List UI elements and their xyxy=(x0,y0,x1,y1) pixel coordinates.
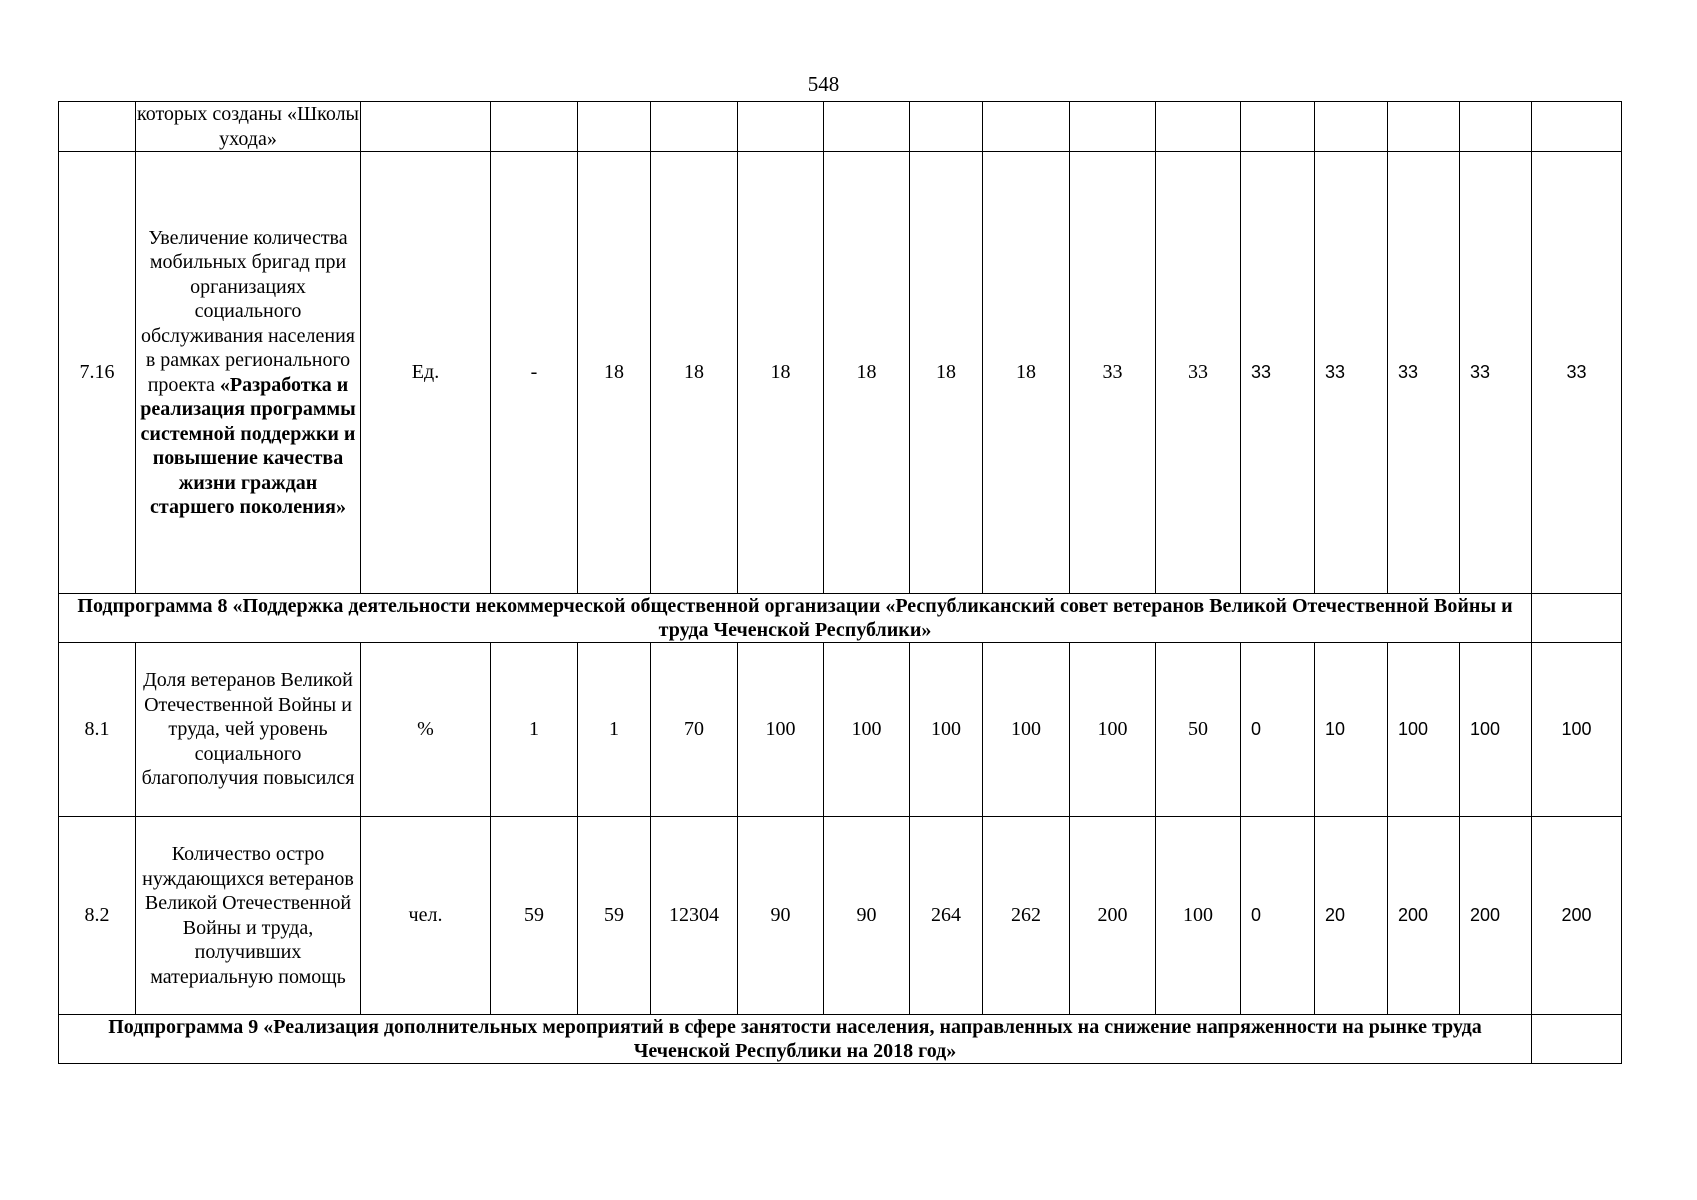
value-cell: 90 xyxy=(824,817,910,1015)
value-cell: 200 xyxy=(1070,817,1156,1015)
value-cell: 33 xyxy=(1315,152,1388,594)
indicator-name-cell: Количество остро нуждающихся ветеранов Великой Отечественной Войны и труда, получивших материальную помощь xyxy=(136,817,361,1015)
table-row xyxy=(59,102,1622,152)
value-cell: 1 xyxy=(491,643,578,817)
value-cell: 200 xyxy=(1388,817,1460,1015)
value-cell: 12304 xyxy=(651,817,738,1015)
value-cell: 200 xyxy=(1532,817,1622,1015)
value-cell: 200 xyxy=(1460,817,1532,1015)
value-cell: 18 xyxy=(983,152,1070,594)
value-cell: 18 xyxy=(738,152,824,594)
value-cell: 100 xyxy=(738,643,824,817)
value-cell: - xyxy=(491,152,578,594)
value-cell: 10 xyxy=(1315,643,1388,817)
value-cell: 90 xyxy=(738,817,824,1015)
value-cell: 1 xyxy=(578,643,651,817)
value-cell: 18 xyxy=(578,152,651,594)
value-cell: 100 xyxy=(983,643,1070,817)
value-cell: 70 xyxy=(651,643,738,817)
value-cell: 33 xyxy=(1460,152,1532,594)
value-cell: 33 xyxy=(1241,152,1315,594)
value-cell: 0 xyxy=(1241,643,1315,817)
table-row xyxy=(59,817,1622,1015)
value-cell: 100 xyxy=(1532,643,1622,817)
value-cell: 33 xyxy=(1156,152,1241,594)
value-cell: 100 xyxy=(1388,643,1460,817)
indicator-name-cell: Доля ветеранов Великой Отечественной Войны и труда, чей уровень социального благополучия повысился xyxy=(136,643,361,817)
indicator-name-cell: которых созданы «Школы ухода» xyxy=(137,103,359,150)
unit-cell: Ед. xyxy=(361,152,491,594)
indicator-name-text: Увеличение количества мобильных бригад при организациях социального обслуживания населения в рамках регионального проекта xyxy=(141,226,355,396)
value-cell: 59 xyxy=(578,817,651,1015)
value-cell: 50 xyxy=(1156,643,1241,817)
value-cell: 100 xyxy=(1460,643,1532,817)
value-cell: 264 xyxy=(910,817,983,1015)
indicator-name-cell xyxy=(136,152,361,594)
indicators-table xyxy=(58,101,1622,1064)
table-row xyxy=(59,152,1622,594)
unit-cell: чел. xyxy=(361,817,491,1015)
subprogram-9-title: Подпрограмма 9 «Реализация дополнительных мероприятий в сфере занятости населения, направленных на снижение напряженности на рынке труда Чеченской Республики на 2018 год» xyxy=(59,1015,1532,1064)
value-cell: 100 xyxy=(824,643,910,817)
value-cell: 100 xyxy=(1070,643,1156,817)
section-header-row xyxy=(59,1015,1622,1064)
value-cell: 33 xyxy=(1070,152,1156,594)
indicator-name-project: «Разработка и реализация программы системной поддержки и повышение качества жизни граждан старшего поколения» xyxy=(140,373,356,518)
value-cell: 18 xyxy=(651,152,738,594)
value-cell: 33 xyxy=(1388,152,1460,594)
value-cell: 59 xyxy=(491,817,578,1015)
value-cell: 20 xyxy=(1315,817,1388,1015)
row-number-cell: 8.1 xyxy=(59,643,136,817)
table-row xyxy=(59,643,1622,817)
section-header-row xyxy=(59,594,1622,643)
unit-cell: % xyxy=(361,643,491,817)
subprogram-8-title: Подпрограмма 8 «Поддержка деятельности некоммерческой общественной организации «Республиканский совет ветеранов Великой Отечественной Войны и труда Чеченской Республики» xyxy=(59,594,1532,643)
page-number: 548 xyxy=(807,72,840,96)
value-cell: 262 xyxy=(983,817,1070,1015)
value-cell: 0 xyxy=(1241,817,1315,1015)
row-number-cell xyxy=(59,102,136,152)
value-cell: 18 xyxy=(910,152,983,594)
row-number-cell: 7.16 xyxy=(59,152,136,594)
value-cell: 33 xyxy=(1532,152,1622,594)
value-cell: 100 xyxy=(1156,817,1241,1015)
value-cell: 100 xyxy=(910,643,983,817)
row-number-cell: 8.2 xyxy=(59,817,136,1015)
value-cell: 18 xyxy=(824,152,910,594)
